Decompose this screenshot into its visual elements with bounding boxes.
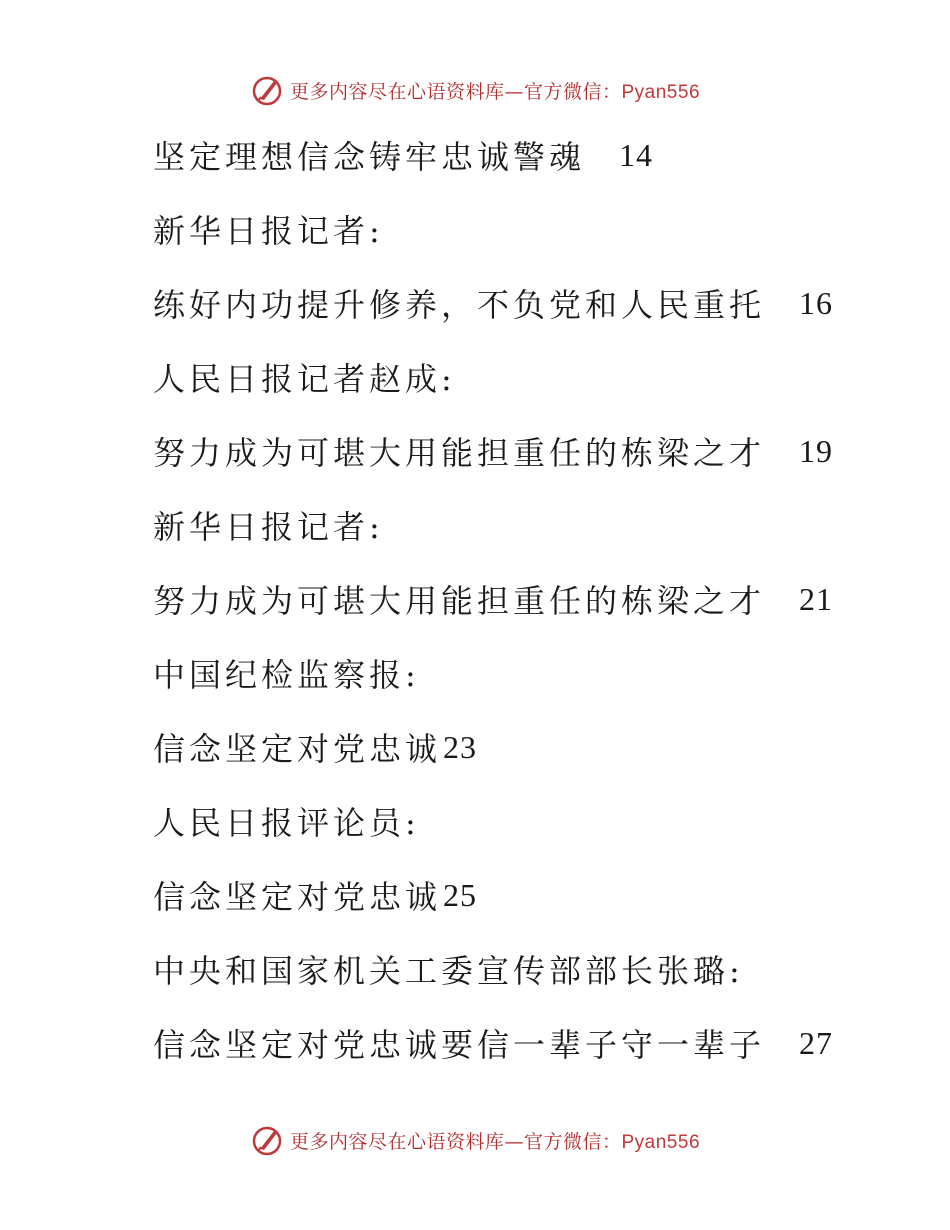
header-banner — [0, 70, 950, 110]
toc-line — [153, 488, 813, 562]
toc-entry-text: 中国纪检监察报: — [153, 656, 420, 694]
banner-text: 更多内容尽在心语资料库—官方微信：Pyan556 — [289, 1130, 701, 1153]
toc-entry-text: 中央和国家机关工委宣传部部长张璐: — [153, 952, 744, 990]
toc-page-number: 16 — [799, 284, 834, 321]
toc-entry-text: 人民日报评论员: — [153, 804, 420, 842]
table-of-contents — [153, 118, 834, 1080]
toc-entry-text: 信念坚定对党忠诚 — [153, 730, 442, 768]
toc-line — [153, 636, 813, 710]
quill-pen-icon — [250, 73, 284, 107]
toc-entry-text: 练好内功提升修养，不负党和人民重托 — [153, 286, 766, 324]
toc-entry-text: 人民日报记者赵成: — [153, 360, 456, 398]
toc-entry-text: 努力成为可堪大用能担重任的栋梁之才 — [153, 582, 766, 620]
toc-line — [153, 266, 834, 340]
toc-line — [153, 710, 813, 784]
toc-entry-text: 信念坚定对党忠诚 — [153, 878, 442, 916]
wechat-handle: Pyan556 — [621, 1131, 701, 1153]
toc-entry-text: 新华日报记者: — [153, 508, 384, 546]
toc-line — [153, 414, 834, 488]
toc-entry-text: 信念坚定对党忠诚要信一辈子守一辈子 — [153, 1026, 766, 1064]
toc-line — [153, 192, 813, 266]
toc-entry-text: 努力成为可堪大用能担重任的栋梁之才 — [153, 434, 766, 472]
toc-page-number: 19 — [799, 432, 834, 469]
toc-page-number: 14 — [619, 136, 654, 173]
toc-line — [153, 858, 813, 932]
toc-page-number: 27 — [799, 1024, 834, 1061]
toc-line — [153, 1006, 834, 1080]
toc-entry-text: 新华日报记者: — [153, 212, 384, 250]
toc-page-number: 23 — [443, 728, 478, 765]
toc-line — [153, 932, 813, 1006]
banner-text: 更多内容尽在心语资料库—官方微信：Pyan556 — [289, 80, 701, 103]
footer-banner — [0, 1120, 950, 1160]
toc-entry-text: 坚定理想信念铸牢忠诚警魂 — [153, 138, 586, 176]
toc-line — [153, 784, 813, 858]
toc-line — [153, 562, 834, 636]
toc-line — [153, 118, 813, 192]
wechat-handle: Pyan556 — [621, 81, 701, 103]
toc-line — [153, 340, 813, 414]
toc-page-number: 25 — [443, 876, 478, 913]
quill-pen-icon — [250, 1123, 284, 1157]
toc-page-number: 21 — [799, 580, 834, 617]
